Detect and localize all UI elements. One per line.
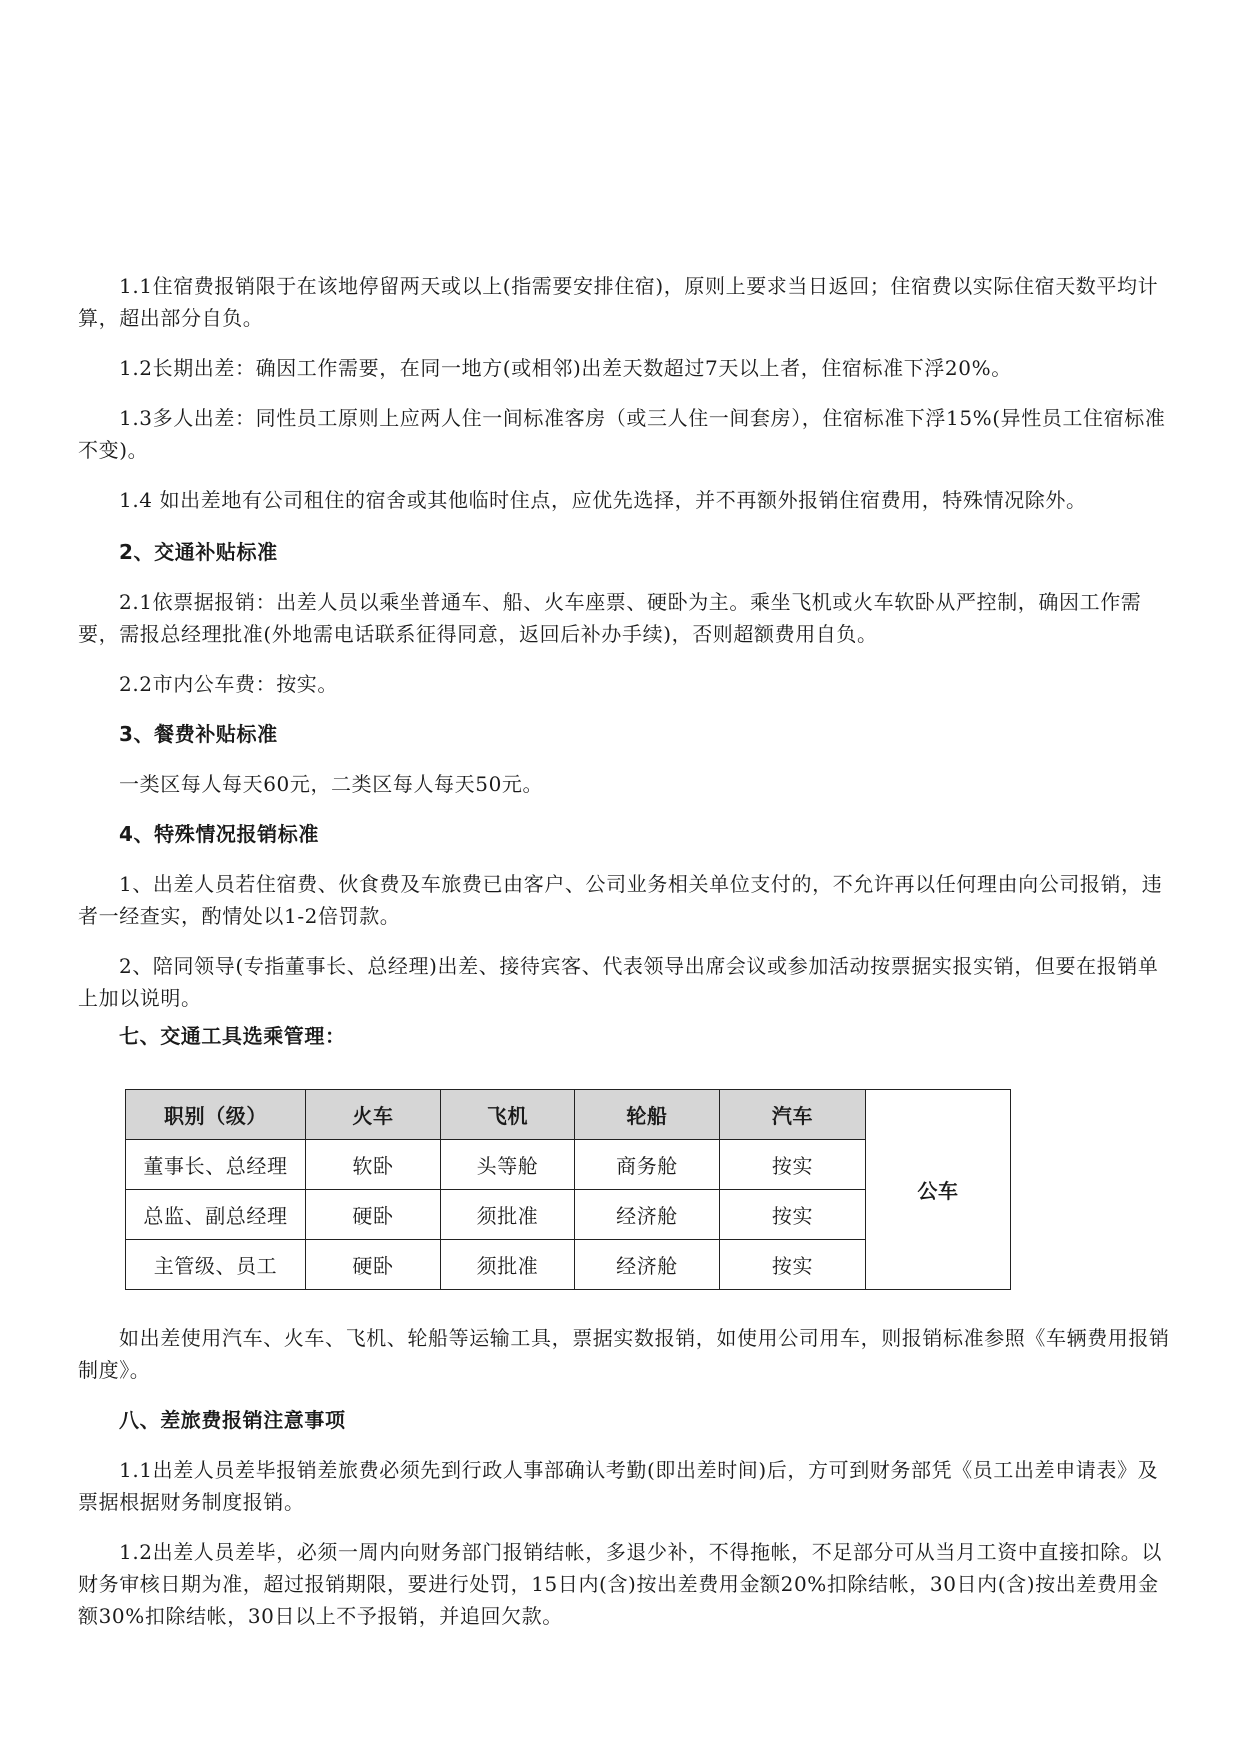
- heading-reimbursement-notes: 八、差旅费报销注意事项: [119, 1408, 346, 1432]
- paragraph-1-3: 1.3多人出差：同性员工原则上应两人住一间标准客房（或三人住一间套房），住宿标准下浮15%(异性员工住宿标准不变)。: [78, 406, 1166, 462]
- table-header-row: [126, 1090, 1011, 1140]
- table-cell: 软卧: [306, 1140, 441, 1190]
- table-cell: 硬卧: [306, 1240, 441, 1290]
- paragraph-8-1: 1.1出差人员差毕报销差旅费必须先到行政人事部确认考勤(即出差时间)后，方可到财务部凭《员工出差申请表》及票据根据财务制度报销。: [78, 1458, 1159, 1514]
- table-cell: 按实: [720, 1140, 866, 1190]
- table-cell: 须批准: [441, 1190, 575, 1240]
- paragraph-transport-note: 如出差使用汽车、火车、飞机、轮船等运输工具，票据实数报销，如使用公司用车，则报销标准参照《车辆费用报销制度》。: [78, 1326, 1170, 1382]
- heading-meal-subsidy: 3、餐费补贴标准: [119, 722, 278, 746]
- table-cell: 头等舱: [441, 1140, 575, 1190]
- table-cell: 经济舱: [575, 1240, 720, 1290]
- heading-transport-subsidy: 2、交通补贴标准: [119, 540, 278, 564]
- table-side-cell: 公车: [866, 1090, 1011, 1290]
- heading-special-cases: 4、特殊情况报销标准: [119, 822, 319, 846]
- table-cell: 硬卧: [306, 1190, 441, 1240]
- paragraph-1-1: 1.1住宿费报销限于在该地停留两天或以上(指需要安排住宿)，原则上要求当日返回；住宿费以实际住宿天数平均计算，超出部分自负。: [78, 274, 1159, 330]
- table-header-cell: 轮船: [575, 1090, 720, 1140]
- paragraph-2-2: 2.2市内公车费：按实。: [119, 672, 339, 696]
- table-cell: 按实: [720, 1190, 866, 1240]
- table-cell: 经济舱: [575, 1190, 720, 1240]
- table-cell: 商务舱: [575, 1140, 720, 1190]
- paragraph-meal: 一类区每人每天60元，二类区每人每天50元。: [119, 772, 544, 796]
- table-cell: 主管级、员工: [126, 1240, 306, 1290]
- table-header-cell: 汽车: [720, 1090, 866, 1140]
- paragraph-8-2: 1.2出差人员差毕，必须一周内向财务部门报销结帐，多退少补，不得拖帐，不足部分可从当月工资中直接扣除。以财务审核日期为准，超过报销期限，要进行处罚，15日内(含)按出差费用金额20%扣除结帐，30日内(含)按出差费用金额30%扣除结帐，30日以上不予报销，并追回欠款。: [78, 1540, 1163, 1628]
- transport-table: [125, 1089, 1011, 1290]
- table-cell: 总监、副总经理: [126, 1190, 306, 1240]
- heading-transport-selection: 七、交通工具选乘管理：: [119, 1024, 346, 1048]
- table-cell: 董事长、总经理: [126, 1140, 306, 1190]
- table-header-cell: 火车: [306, 1090, 441, 1140]
- paragraph-1-4: 1.4 如出差地有公司租住的宿舍或其他临时住点，应优先选择，并不再额外报销住宿费用，特殊情况除外。: [119, 488, 1087, 512]
- paragraph-special-1: 1、出差人员若住宿费、伙食费及车旅费已由客户、公司业务相关单位支付的，不允许再以任何理由向公司报销，违者一经查实，酌情处以1-2倍罚款。: [78, 872, 1163, 928]
- table-header-cell: 职别（级）: [126, 1090, 306, 1140]
- paragraph-special-2: 2、陪同领导(专指董事长、总经理)出差、接待宾客、代表领导出席会议或参加活动按票据实报实销，但要在报销单上加以说明。: [78, 954, 1159, 1010]
- table-header-cell: 飞机: [441, 1090, 575, 1140]
- table-cell: 须批准: [441, 1240, 575, 1290]
- paragraph-1-2: 1.2长期出差：确因工作需要，在同一地方(或相邻)出差天数超过7天以上者，住宿标准下浮20%。: [119, 356, 1012, 380]
- table-cell: 按实: [720, 1240, 866, 1290]
- paragraph-2-1: 2.1依票据报销：出差人员以乘坐普通车、船、火车座票、硬卧为主。乘坐飞机或火车软卧从严控制，确因工作需要，需报总经理批准(外地需电话联系征得同意，返回后补办手续)，否则超额费用自负。: [78, 590, 1142, 646]
